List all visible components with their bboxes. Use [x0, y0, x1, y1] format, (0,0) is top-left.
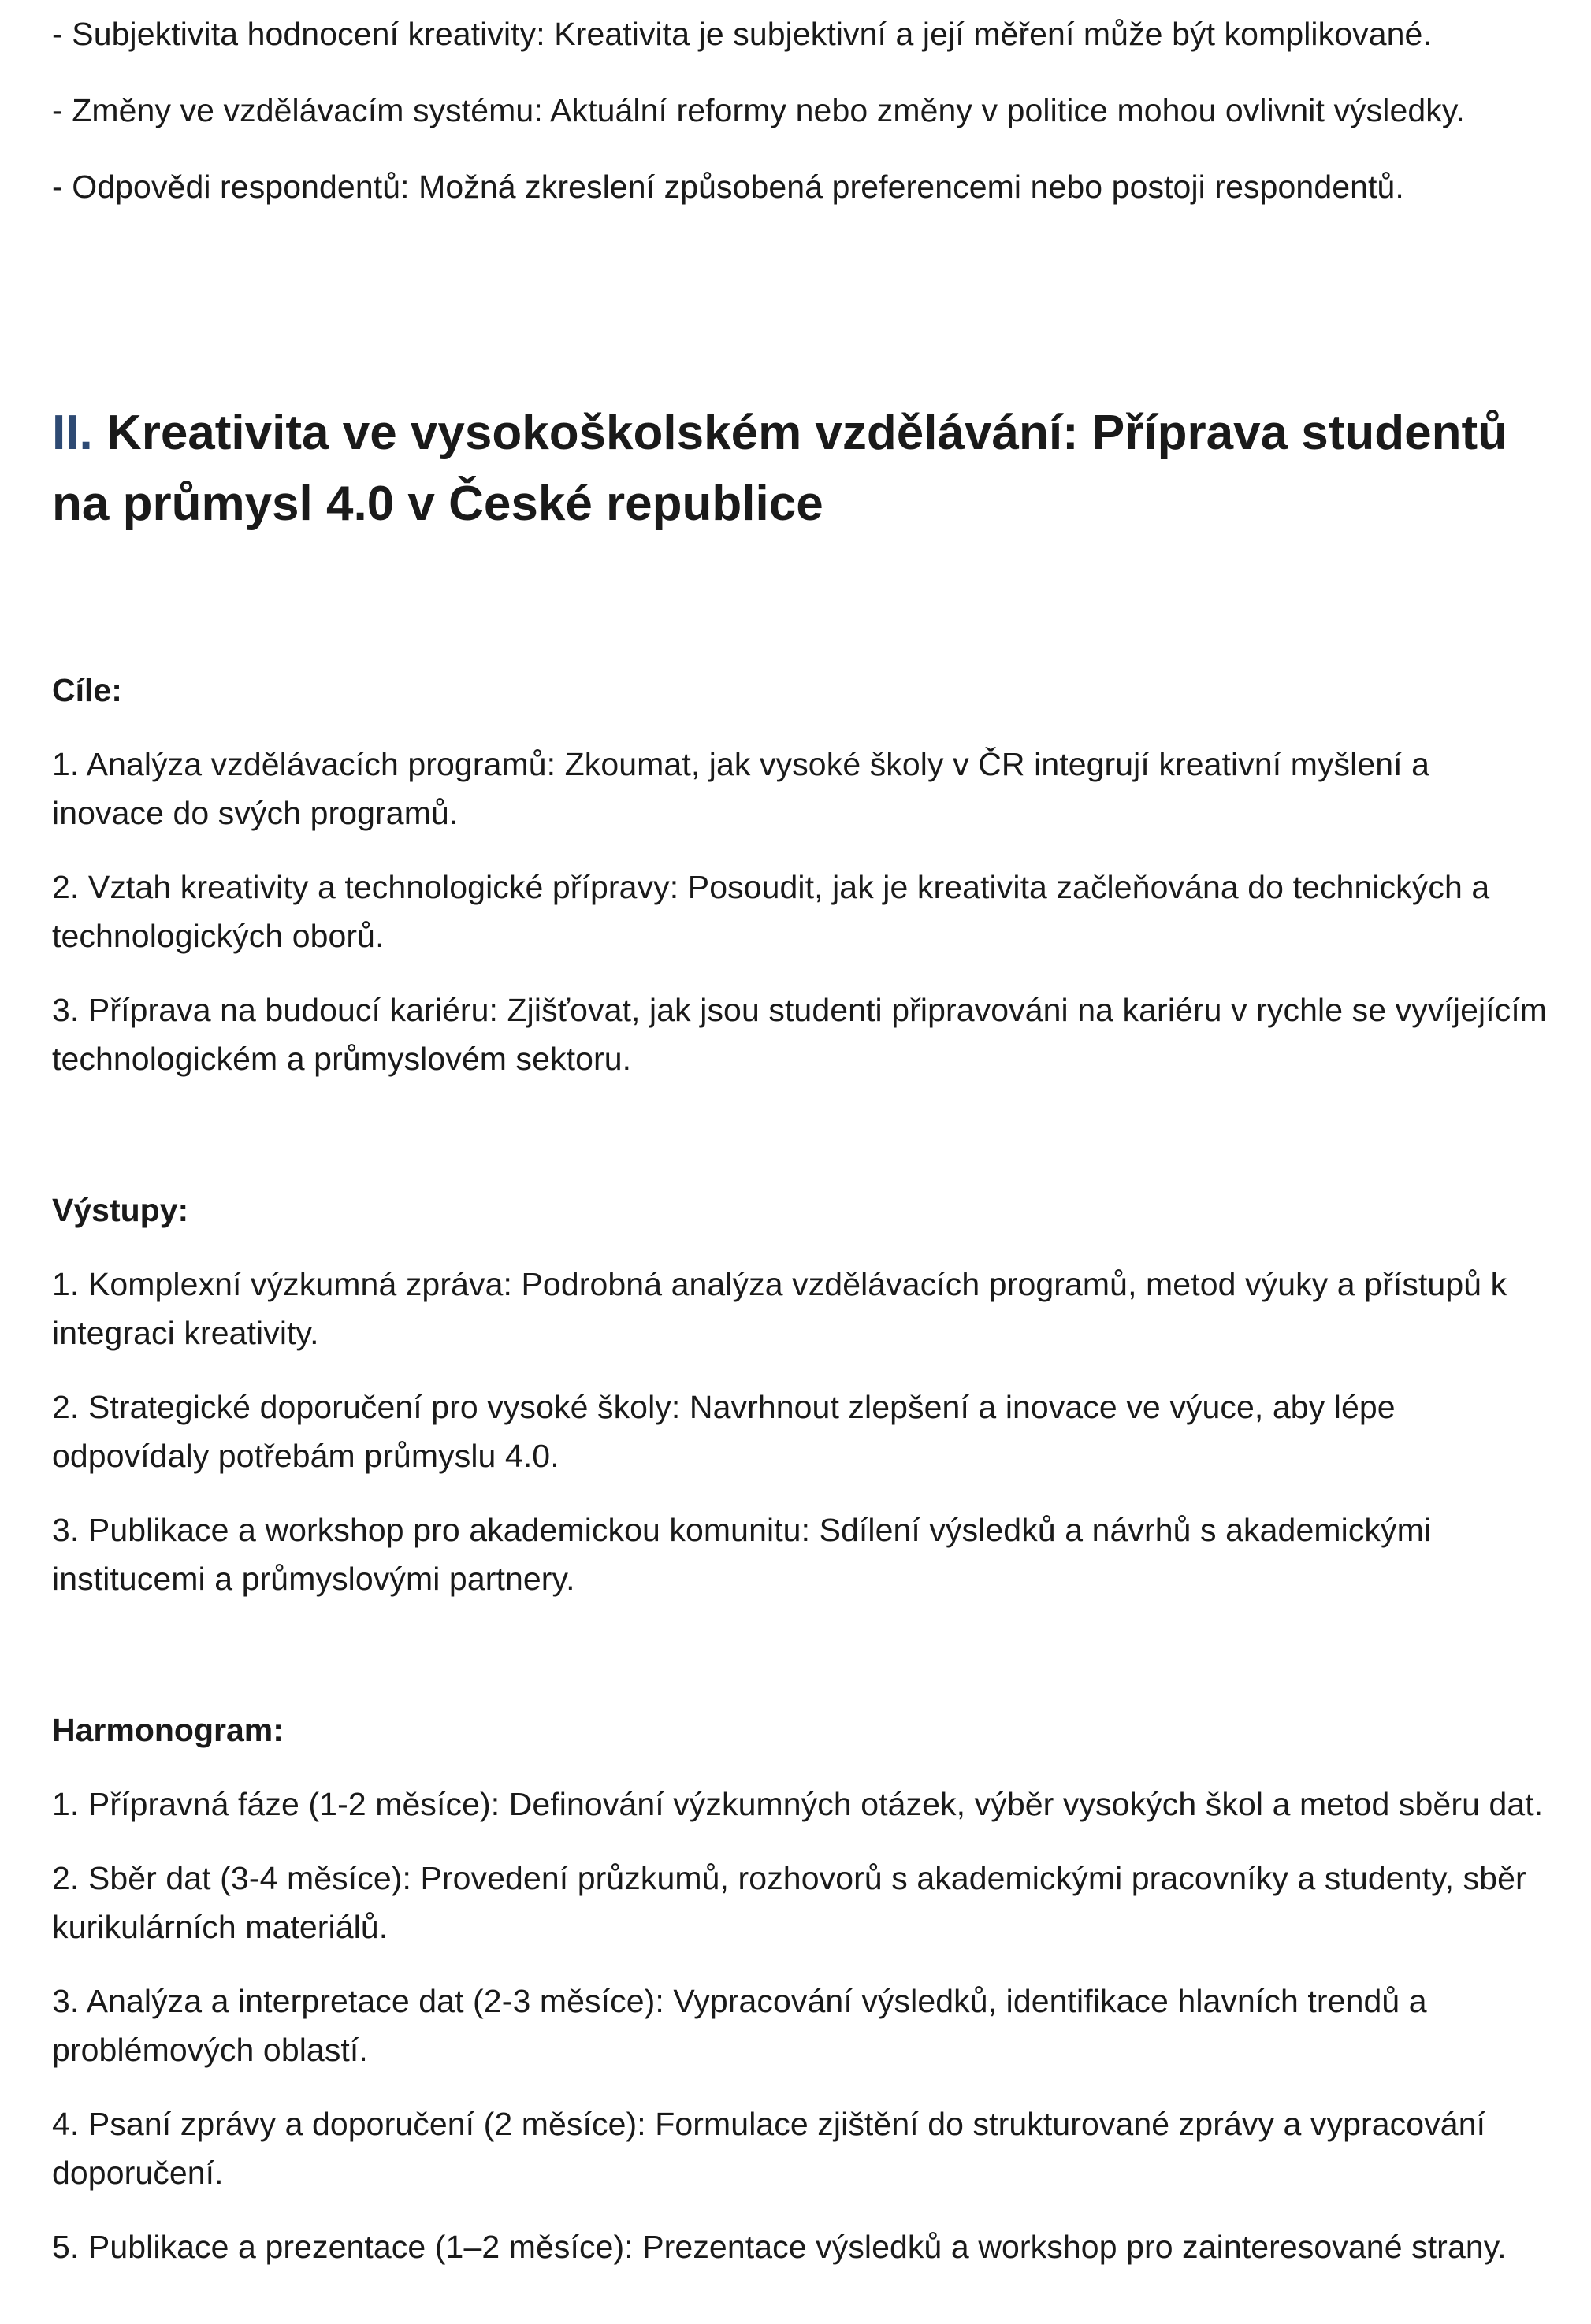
- section-numeral: II.: [52, 406, 93, 460]
- goals-section: [52, 666, 1549, 1108]
- output-item: 3. Publikace a workshop pro akademickou komunitu: Sdílení výsledků a návrhů s akademickými institucemi a průmyslovými partnery.: [52, 1512, 1432, 1597]
- output-item: 1. Komplexní výzkumná zpráva: Podrobná analýza vzdělávacích programů, metod výuky a přístupů k integraci kreativity.: [52, 1266, 1507, 1351]
- goal-item: 3. Příprava na budoucí kariéru: Zjišťovat, jak jsou studenti připravováni na kariéru v rychle se vyvíjejícím technologickém a průmyslovém sektoru.: [52, 992, 1548, 1077]
- outputs-section: [52, 1186, 1549, 1628]
- goal-item: 2. Vztah kreativity a technologické přípravy: Posoudit, jak je kreativita začleňována do technických a technologických oborů.: [52, 869, 1490, 954]
- schedule-item: 2. Sběr dat (3-4 měsíce): Provedení průzkumů, rozhovorů s akademickými pracovníky a studenty, sběr kurikulárních materiálů.: [52, 1860, 1526, 1945]
- schedule-item: 3. Analýza a interpretace dat (2-3 měsíce): Vypracování výsledků, identifikace hlavních trendů a problémových oblastí.: [52, 1983, 1427, 2068]
- schedule-item: 4. Psaní zprávy a doporučení (2 měsíce): Formulace zjištění do strukturované zprávy a vypracování doporučení.: [52, 2106, 1486, 2191]
- schedule-item: 1. Přípravná fáze (1-2 měsíce): Definování výzkumných otázek, výběr vysokých škol a metod sběru dat.: [52, 1786, 1544, 1822]
- intro-bullet-list: [52, 9, 1549, 239]
- schedule-item: 5. Publikace a prezentace (1–2 měsíce): Prezentace výsledků a workshop pro zainteresované strany.: [52, 2229, 1507, 2265]
- goals-heading: Cíle:: [52, 672, 122, 708]
- output-item: 2. Strategické doporučení pro vysoké školy: Navrhnout zlepšení a inovace ve výuce, aby lépe odpovídaly potřebám průmyslu 4.0.: [52, 1389, 1396, 1474]
- section-heading: [52, 398, 1533, 540]
- bullet-item: - Změny ve vzdělávacím systému: Aktuální reformy nebo změny v politice mohou ovlivnit výsledky.: [52, 92, 1465, 128]
- outputs-heading: Výstupy:: [52, 1192, 189, 1228]
- schedule-heading: Harmonogram:: [52, 1712, 284, 1748]
- section-title: Kreativita ve vysokoškolském vzdělávání: Příprava studentů na průmysl 4.0 v České republice: [52, 406, 1508, 531]
- goal-item: 1. Analýza vzdělávacích programů: Zkoumat, jak vysoké školy v ČR integrují kreativní myšlení a inovace do svých programů.: [52, 746, 1430, 831]
- schedule-section: [52, 1706, 1549, 2296]
- bullet-item: - Subjektivita hodnocení kreativity: Kreativita je subjektivní a její měření může být komplikované.: [52, 16, 1432, 52]
- bullet-item: - Odpovědi respondentů: Možná zkreslení způsobená preferencemi nebo postoji respondentů.: [52, 169, 1404, 205]
